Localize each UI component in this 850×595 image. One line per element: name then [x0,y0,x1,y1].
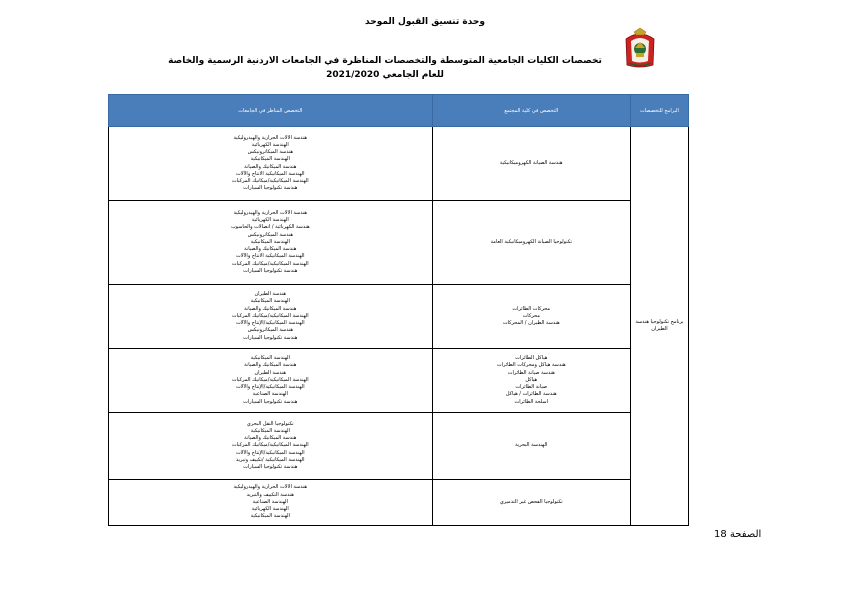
college-specialization-item: اسلحة الطائرات [514,398,548,405]
table-row [109,285,689,349]
college-specialization-item: هندسة الصيانة الكهروميكانيكية [499,159,563,166]
university-specialization-item: الهندسة الكهربائية [251,217,289,224]
university-specialization-item: هندسة الالات الحرارية والهيدروليكية [233,210,308,217]
university-specialization-item: هندسة الميكانيك والصيانة [244,163,297,170]
college-specialization-item: هندسة هياكل ومحركات الطائرات [496,362,566,369]
university-specialization-cell [109,201,433,285]
university-specialization-item: الهندسة الميكانيكية /تكييف وتبريد [236,456,305,463]
document-title [150,54,620,82]
university-specialization-item: الهندسة الميكانيكية/ميكانيك المركبات [231,376,309,383]
university-specialization-item: الهندسة الميكانيكية [250,427,290,434]
university-specialization-item: هندسة الميكانيك والصيانة [244,246,297,253]
university-specialization-item: تكنولوجيا النقل البحري [246,420,294,427]
university-specialization-item: هندسة الميكانيك والصيانة [244,435,297,442]
university-specialization-item: هندسة الكهربائية / اتصالات والحاسوب [230,224,310,231]
university-specialization-cell [109,127,433,201]
university-specialization-cell [109,285,433,349]
university-specialization-item: هندسة تكنولوجيا السيارات [243,464,298,470]
university-specialization-item: هندسة تكنولوجيا السيارات [243,398,298,405]
page-number: الصفحة 18 [714,529,762,540]
university-specialization-cell [109,413,433,480]
university-specialization-item: هندسة تكنولوجيا السيارات [243,185,298,192]
university-specialization-item: الهندسة الصناعية [252,498,288,505]
university-specialization-item: هندسة التكييف والتبريد [246,491,294,498]
table-row [109,349,689,413]
table-row [109,413,689,480]
header-university: التخصص المناظر في الجامعات [109,95,433,127]
university-specialization-item: الهندسة الميكانيكية [250,513,290,520]
university-specialization-item: الهندسة الميكانيكية/ميكانيك المركبات [231,312,309,319]
college-specialization-item: محركات الطائرات [512,305,551,312]
university-specialization-item: الهندسة الميكانيكية/ميكانيك المركبات [231,442,309,449]
university-specialization-cell [109,349,433,413]
university-specialization-item: هندسة الطيران [254,291,287,298]
college-specialization-item: هندسة الطيران / المحركات [502,320,560,327]
title-line-1: تخصصات الكليات الجامعية المتوسطة والتخصصات المناظرة في الجامعات الاردنية الرسمية والخاصة [168,56,602,66]
university-specialization-item: هندسة الميكانيك والصيانة [244,305,297,312]
university-specialization-item: الهندسة الميكانيكية/ميكانيك المركبات [231,260,309,267]
university-specialization-item: هندسة الميكانيك والصيانة [244,362,297,369]
college-specialization-item: تكنولوجيا الفحص غير التدميري [499,498,563,505]
table-header-row [109,95,689,127]
university-specialization-item: الهندسة الميكانيكية [250,238,290,245]
university-specialization-item: الهندسة الميكانيكية/الإنتاج والآلات [235,320,305,327]
university-specialization-item: هندسة الميكاترونيكس [247,149,293,156]
college-specialization-cell [432,285,630,349]
table-row [109,480,689,526]
university-specialization-item: الهندسة الصناعية [252,391,288,398]
university-specialization-item: هندسة تكنولوجيا السيارات [243,334,298,341]
university-specialization-item: هندسة الالات الحرارية والهيدروليكية [233,484,308,491]
jordan-coat-of-arms-icon [623,27,657,69]
table-row [109,127,689,201]
university-specialization-item: الهندسة الميكانيكية/ميكانيك المركبات [231,177,309,184]
college-specialization-item: تكنولوجيا الصيانة الكهروميكانيكية العامة [490,238,572,245]
university-specialization-item: هندسة الالات الحرارية والهيدروليكية [233,134,308,141]
college-specialization-cell [432,349,630,413]
college-specialization-cell [432,413,630,480]
college-specialization-item: هياكل [525,376,538,383]
university-specialization-item: الهندسة الكهربائية [251,506,289,513]
college-specialization-item: هندسة الطائرات / هياكل [505,391,557,398]
university-specialization-item: الهندسة الميكانيكية الانتاج والآلات [236,170,305,177]
college-specialization-cell [432,201,630,285]
university-specialization-item: الهندسة الميكانيكية/الإنتاج والآلات [235,449,305,456]
header-program: البرامج للتخصصات [630,95,688,127]
university-specialization-item: هندسة الطيران [254,369,287,376]
program-cell: برنامج تكنولوجيا هندسة الطيران [630,127,688,526]
specializations-table [108,94,689,526]
header-college: التخصص في كلية المجتمع [432,95,630,127]
college-specialization-cell [432,127,630,201]
university-specialization-cell [109,480,433,526]
university-specialization-item: هندسة الميكاترونيكس [247,327,293,334]
university-specialization-item: الهندسة الميكانيكية الانتاج والآلات [236,253,305,260]
college-specialization-item: هندسة صيانة الطائرات [507,369,555,376]
university-specialization-item: الهندسة الميكانيكية [250,156,290,163]
university-specialization-item: هندسة الميكاترونيكس [247,231,293,238]
university-specialization-item: الهندسة الكهربائية [251,141,289,148]
table-row [109,201,689,285]
college-specialization-cell [432,480,630,526]
college-specialization-item: هياكل الطائرات [515,355,548,362]
college-specialization-item: صيانة الطائرات [515,384,548,391]
university-specialization-item: الهندسة الميكانيكية [250,298,290,305]
title-line-2: للعام الجامعي 2021/2020 [326,70,444,80]
unit-name: وحدة تنسيق القبول الموحد [365,17,485,27]
college-specialization-item: محركات [522,312,540,319]
college-specialization-item: الهندسة البحرية [515,442,548,449]
university-specialization-item: الهندسة الميكانيكية [250,355,290,362]
university-specialization-item: الهندسة الميكانيكية/الإنتاج والآلات [235,384,305,391]
university-specialization-item: هندسة تكنولوجيا السيارات [243,267,298,274]
